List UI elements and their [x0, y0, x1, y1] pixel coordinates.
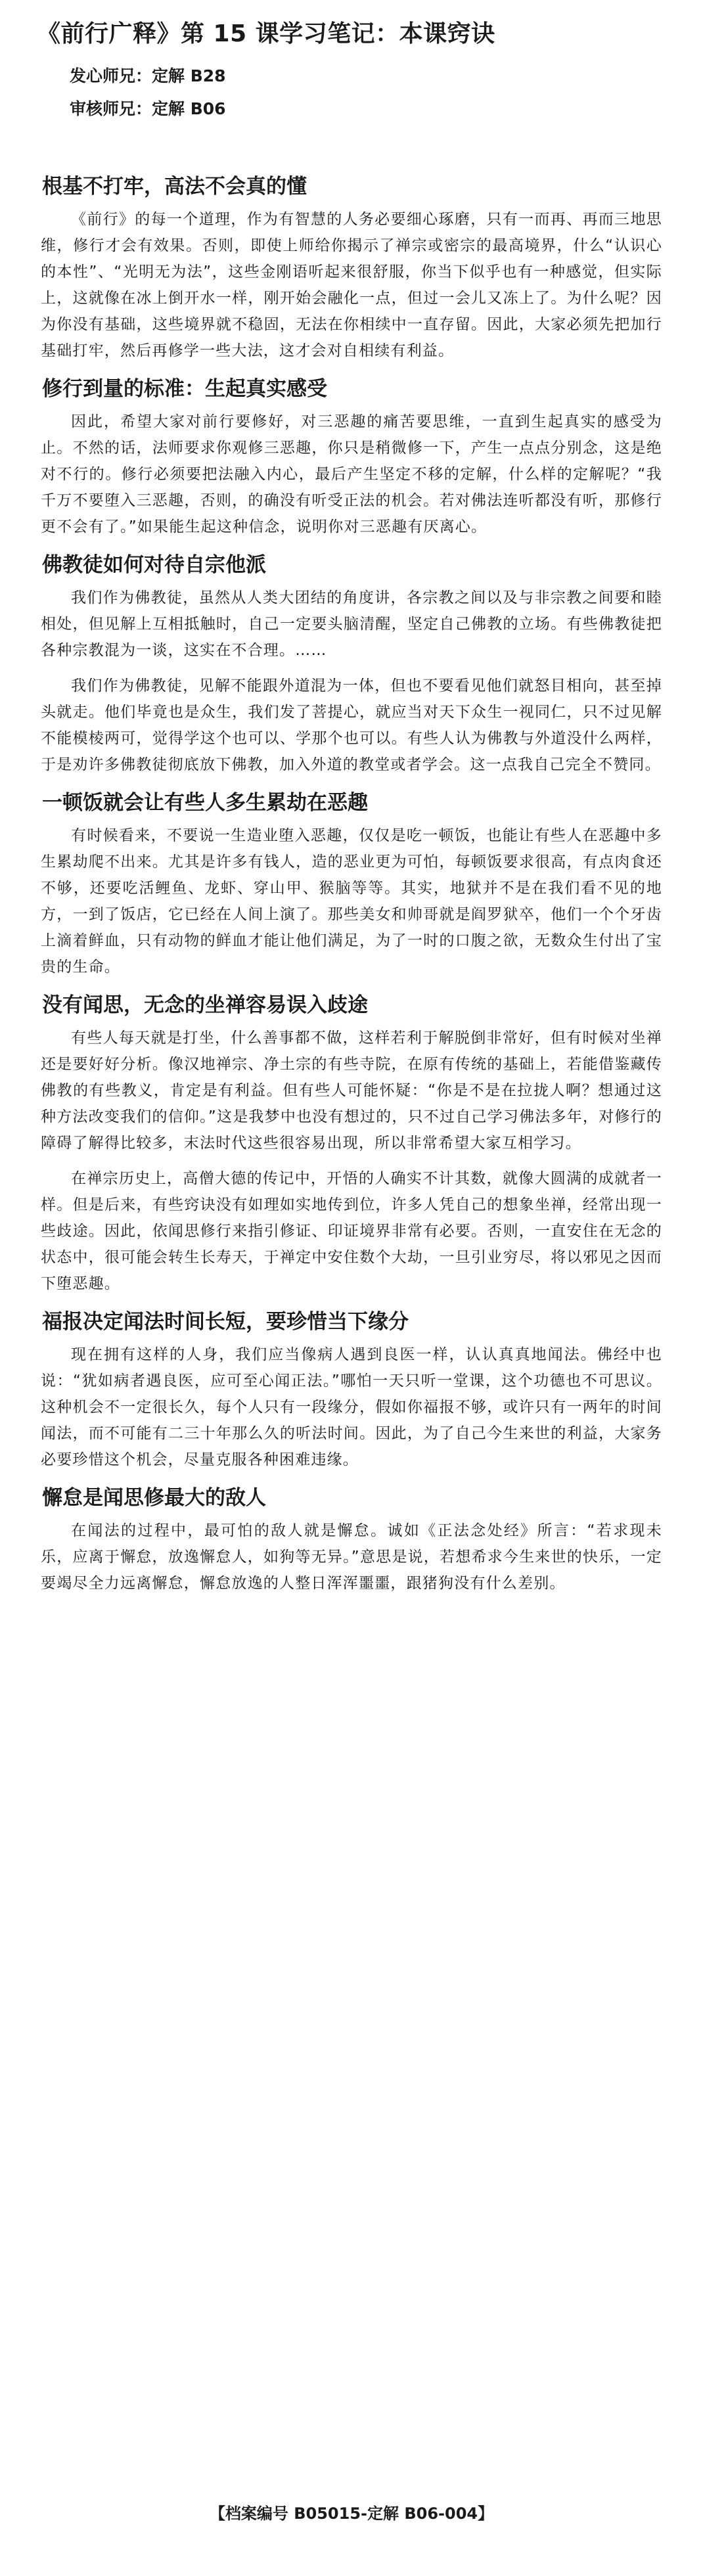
section-merit: [37, 1306, 666, 1473]
section-heading: 根基不打牢，高法不会真的懂: [42, 175, 307, 198]
section-paragraph: 《前行》的每一个道理，作为有智慧的人务必要细心琢磨，只有一而再、再而三地思维，修行才会有效果。否则，即使上师给你揭示了禅宗或密宗的最高境界，什么“认识心的本性”、“光明无为法”，这些金刚语听起来很舒服，你当下似乎也有一种感觉，但实际上，这就像在冰上倒开水一样，刚开始会融化一点，但过一会儿又冻上了。为什么呢？因为你没有基础，这些境界就不稳固，无法在你相续中一直存留。因此，大家必须先把加行基础打牢，然后再修学一些大法，这才会对自相续有利益。: [41, 211, 662, 359]
meta-spacer: [37, 129, 666, 162]
section-practice-standard: [37, 373, 666, 540]
section-heading: 佛教徒如何对待自宗他派: [42, 553, 266, 577]
section-heading: 福报决定闻法时间长短，要珍惜当下缘分: [42, 1310, 409, 1334]
section-heading: 没有闻思，无念的坐禅容易误入歧途: [42, 993, 368, 1017]
archive-number: 【档案编号 B05015-定解 B06-004】: [209, 2504, 494, 2523]
section-paragraph: 因此，希望大家对前行要修好，对三恶趣的痛苦要思维，一直到生起真实的感受为止。不然的话，法师要求你观修三恶趣，你只是稍微修一下，产生一点点分别念，这是绝对不行的。修行必须要把法融入内心，最后产生坚定不移的定解，什么样的定解呢？“我千万不要堕入三恶趣，否则，的确没有听受正法的机会。若对佛法连听都没有听，那修行更不会有了。”如果能生起这种信念，说明你对三恶趣有厌离心。: [41, 413, 662, 535]
section-heading: 修行到量的标准：生起真实感受: [42, 377, 327, 401]
section-laziness: [37, 1482, 666, 1596]
section-paragraph: 有时候看来，不要说一生造业堕入恶趣，仅仅是吃一顿饭，也能让有些人在恶趣中多生累劫爬不出来。尤其是许多有钱人，造的恶业更为可怕，每顿饭要求很高，有点肉食还不够，还要吃活鲤鱼、龙虾、穿山甲、猴脑等等。其实，地狱并不是在我们看不见的地方，一到了饭店，它已经在人间上演了。那些美女和帅哥就是阎罗狱卒，他们一个个牙齿上滴着鲜血，只有动物的鲜血才能让他们满足，为了一时的口腹之欲，无数众生付出了宝贵的生命。: [41, 827, 662, 976]
section-heading: 一顿饭就会让有些人多生累劫在恶趣: [42, 791, 368, 815]
reviewer-line: 审核师兄：定解 B06: [70, 99, 226, 118]
section-heading: 懈怠是闻思修最大的敌人: [42, 1486, 266, 1510]
page-title: 《前行广释》第 15 课学习笔记：本课窍诀: [37, 20, 495, 47]
publisher-line: 发心师兄：定解 B28: [70, 66, 226, 85]
section-paragraph: 有些人每天就是打坐，什么善事都不做，这样若利于解脱倒非常好，但有时候对坐禅还是要好好分析。像汉地禅宗、净土宗的有些寺院，在原有传统的基础上，若能借鉴藏传佛教的有些教义，肯定是有利益。但有些人可能怀疑：“你是不是在拉拢人啊？想通过这种方法改变我们的信仰。”这是我梦中也没有想过的，只不过自己学习佛法多年，对修行的障碍了解得比较多，末法时代这些很容易出现，所以非常希望大家互相学习。: [41, 1029, 662, 1152]
section-paragraph: 现在拥有这样的人身，我们应当像病人遇到良医一样，认认真真地闻法。佛经中也说：“犹如病者遇良医，应可至心闻正法。”哪怕一天只听一堂课，这个功德也不可思议。这种机会不一定很长久，每个人只有一段缘分，假如你福报不够，或许只有一两年的时间闻法，而不可能有二三十年那么久的听法时间。因此，为了自己今生来世的利益，大家务必要珍惜这个机会，尽量克服各种困难违缘。: [41, 1346, 662, 1468]
section-foundation: [37, 171, 666, 364]
section-paragraph: 在禅宗历史上，高僧大德的传记中，开悟的人确实不计其数，就像大圆满的成就者一样。但是后来，有些窍诀没有如理如实地传到位，许多人凭自己的想象坐禅，经常出现一些歧途。因此，依闻思修行来指引修证、印证境界非常有必要。否则，一直安住在无念的状态中，很可能会转生长寿天，于禅定中安住数个大劫，一旦引业穷尽，将以邪见之因而下堕恶趣。: [41, 1170, 662, 1292]
section-paragraph: 我们作为佛教徒，虽然从人类大团结的角度讲，各宗教之间以及与非宗教之间要和睦相处，但见解上互相抵触时，自己一定要头脑清醒，坚定自己佛教的立场。有些佛教徒把各种宗教混为一谈，这实在不合理。……: [41, 589, 662, 659]
section-paragraph: 在闻法的过程中，最可怕的敌人就是懈怠。诚如《正法念处经》所言：“若求现未乐，应离于懈怠，放逸懈怠人，如狗等无异。”意思是说，若想希求今生来世的快乐，一定要竭尽全力远离懈怠，懈怠放逸的人整日浑浑噩噩，跟猪狗没有什么差别。: [41, 1522, 662, 1592]
section-one-meal: [37, 787, 666, 980]
section-meditation: [37, 989, 666, 1297]
section-paragraph: 我们作为佛教徒，见解不能跟外道混为一体，但也不要看见他们就怒目相向，甚至掉头就走。他们毕竟也是众生，我们发了菩提心，就应当对天下众生一视同仁，只不过见解不能模棱两可，觉得学这个也可以、学那个也可以。有些人认为佛教与外道没什么两样，于是劝许多佛教徒彻底放下佛教，加入外道的教堂或者学会。这一点我自己完全不赞同。: [41, 677, 662, 773]
section-other-religions: [37, 549, 666, 778]
